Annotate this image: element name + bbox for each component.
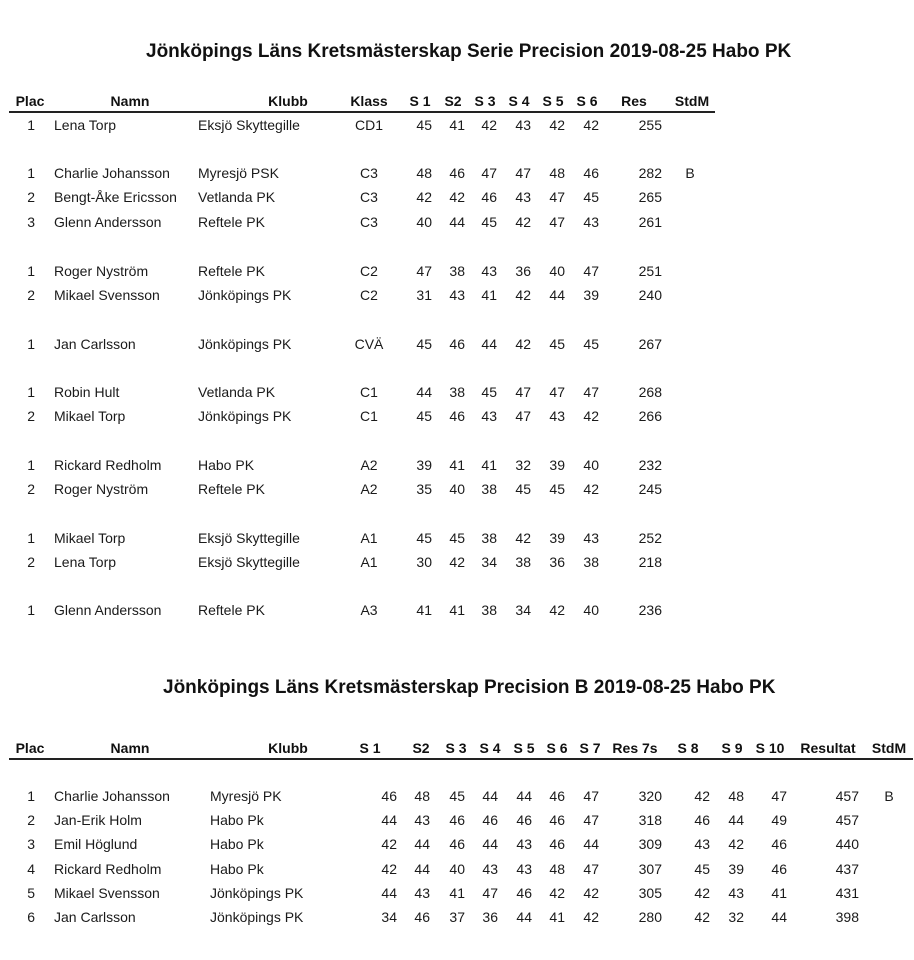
column-header: S 8 xyxy=(677,740,699,756)
cell-score: 46 xyxy=(694,812,710,828)
cell-score: 47 xyxy=(549,214,565,230)
cell-klass: A2 xyxy=(360,457,378,473)
cell-res: 251 xyxy=(638,263,662,279)
cell-score: 40 xyxy=(416,214,432,230)
cell-score: 45 xyxy=(549,336,565,352)
cell-score: 40 xyxy=(549,263,565,279)
cell-res7s: 280 xyxy=(638,909,662,925)
column-header: Res xyxy=(621,93,647,109)
column-header: S 6 xyxy=(576,93,598,109)
cell-plac: 6 xyxy=(27,909,35,925)
cell-score: 44 xyxy=(482,788,498,804)
cell-plac: 2 xyxy=(27,189,35,205)
cell-score: 41 xyxy=(449,117,465,133)
cell-score: 43 xyxy=(549,408,565,424)
cell-score: 41 xyxy=(771,885,787,901)
cell-score: 34 xyxy=(515,602,531,618)
cell-score: 46 xyxy=(516,812,532,828)
column-header: S 4 xyxy=(508,93,530,109)
cell-klubb: Reftele PK xyxy=(198,214,265,230)
cell-score: 40 xyxy=(449,481,465,497)
cell-score: 45 xyxy=(449,788,465,804)
cell-res7s: 309 xyxy=(638,836,662,852)
cell-klubb: Vetlanda PK xyxy=(198,189,276,205)
cell-res: 232 xyxy=(638,457,662,473)
cell-score: 43 xyxy=(481,263,497,279)
column-header: S 3 xyxy=(474,93,496,109)
cell-score: 46 xyxy=(414,909,430,925)
cell-score: 38 xyxy=(515,554,531,570)
column-header: S 7 xyxy=(579,740,601,756)
cell-namn: Lena Torp xyxy=(54,117,117,133)
cell-score: 45 xyxy=(515,481,531,497)
cell-score: 47 xyxy=(583,384,599,400)
cell-namn: Jan-Erik Holm xyxy=(54,812,142,828)
column-header: Klubb xyxy=(268,93,308,109)
cell-klubb: Habo Pk xyxy=(210,812,264,828)
cell-score: 39 xyxy=(549,457,565,473)
cell-namn: Jan Carlsson xyxy=(54,909,136,925)
cell-klass: C2 xyxy=(360,263,378,279)
cell-resultat: 440 xyxy=(835,836,859,852)
cell-stdm: B xyxy=(884,788,894,804)
column-header: S 5 xyxy=(513,740,535,756)
cell-score: 43 xyxy=(583,214,599,230)
cell-score: 44 xyxy=(414,861,430,877)
cell-score: 42 xyxy=(381,836,397,852)
cell-score: 38 xyxy=(449,263,465,279)
column-header: Resultat xyxy=(800,740,856,756)
cell-namn: Mikael Svensson xyxy=(54,287,160,303)
cell-score: 47 xyxy=(583,861,599,877)
cell-score: 47 xyxy=(482,885,498,901)
cell-namn: Glenn Andersson xyxy=(54,602,162,618)
table1-header-rule xyxy=(9,111,715,113)
cell-plac: 2 xyxy=(27,554,35,570)
cell-score: 46 xyxy=(549,836,565,852)
cell-score: 44 xyxy=(481,336,497,352)
cell-score: 42 xyxy=(449,189,465,205)
cell-plac: 1 xyxy=(27,165,35,181)
cell-score: 46 xyxy=(449,336,465,352)
column-header: Klubb xyxy=(268,740,308,756)
cell-score: 46 xyxy=(583,165,599,181)
cell-score: 44 xyxy=(381,812,397,828)
cell-klubb: Jönköpings PK xyxy=(198,408,292,424)
cell-klass: A1 xyxy=(360,530,378,546)
cell-score: 43 xyxy=(414,812,430,828)
cell-score: 47 xyxy=(481,165,497,181)
cell-resultat: 457 xyxy=(835,788,859,804)
cell-klubb: Myresjö PSK xyxy=(198,165,279,181)
cell-score: 38 xyxy=(449,384,465,400)
cell-plac: 5 xyxy=(27,885,35,901)
cell-score: 42 xyxy=(515,287,531,303)
cell-score: 42 xyxy=(694,788,710,804)
cell-score: 42 xyxy=(515,530,531,546)
cell-klubb: Jönköpings PK xyxy=(210,885,304,901)
cell-plac: 2 xyxy=(27,287,35,303)
cell-res7s: 305 xyxy=(638,885,662,901)
cell-score: 43 xyxy=(449,287,465,303)
cell-score: 49 xyxy=(771,812,787,828)
cell-klubb: Reftele PK xyxy=(198,263,265,279)
cell-score: 43 xyxy=(583,530,599,546)
cell-score: 32 xyxy=(728,909,744,925)
cell-score: 41 xyxy=(549,909,565,925)
cell-klubb: Jönköpings PK xyxy=(210,909,304,925)
cell-score: 41 xyxy=(449,602,465,618)
cell-namn: Rickard Redholm xyxy=(54,861,162,877)
cell-stdm: B xyxy=(685,165,695,181)
cell-score: 47 xyxy=(515,408,531,424)
cell-namn: Lena Torp xyxy=(54,554,117,570)
cell-res7s: 320 xyxy=(638,788,662,804)
cell-score: 39 xyxy=(583,287,599,303)
cell-plac: 1 xyxy=(27,384,35,400)
cell-res: 261 xyxy=(638,214,662,230)
cell-score: 45 xyxy=(481,384,497,400)
cell-plac: 2 xyxy=(27,408,35,424)
column-header: Res 7s xyxy=(612,740,658,756)
cell-score: 42 xyxy=(583,885,599,901)
cell-score: 31 xyxy=(416,287,432,303)
cell-plac: 4 xyxy=(27,861,35,877)
cell-score: 43 xyxy=(694,836,710,852)
cell-score: 44 xyxy=(414,836,430,852)
cell-score: 46 xyxy=(449,812,465,828)
cell-score: 45 xyxy=(583,336,599,352)
cell-score: 37 xyxy=(449,909,465,925)
cell-score: 45 xyxy=(694,861,710,877)
cell-score: 44 xyxy=(381,885,397,901)
column-header: S 1 xyxy=(359,740,381,756)
cell-score: 46 xyxy=(549,812,565,828)
cell-klass: CVÄ xyxy=(354,336,384,352)
cell-score: 42 xyxy=(449,554,465,570)
cell-namn: Mikael Torp xyxy=(54,408,126,424)
cell-score: 47 xyxy=(583,812,599,828)
cell-score: 36 xyxy=(549,554,565,570)
cell-score: 41 xyxy=(481,457,497,473)
cell-klubb: Jönköpings PK xyxy=(198,336,292,352)
cell-res: 245 xyxy=(638,481,662,497)
cell-score: 48 xyxy=(549,165,565,181)
cell-score: 44 xyxy=(516,909,532,925)
cell-klass: C2 xyxy=(360,287,378,303)
column-header: Plac xyxy=(15,740,45,756)
cell-klubb: Reftele PK xyxy=(198,602,265,618)
cell-score: 46 xyxy=(482,812,498,828)
cell-score: 35 xyxy=(416,481,432,497)
cell-klass: C3 xyxy=(360,165,378,181)
cell-namn: Mikael Torp xyxy=(54,530,126,546)
cell-score: 46 xyxy=(449,408,465,424)
cell-klubb: Eksjö Skyttegille xyxy=(198,117,300,133)
cell-score: 45 xyxy=(549,481,565,497)
cell-klubb: Myresjö PK xyxy=(210,788,282,804)
cell-score: 45 xyxy=(583,189,599,205)
cell-res: 282 xyxy=(638,165,662,181)
cell-score: 42 xyxy=(381,861,397,877)
cell-klubb: Habo Pk xyxy=(210,861,264,877)
cell-score: 46 xyxy=(481,189,497,205)
cell-res: 255 xyxy=(638,117,662,133)
cell-plac: 1 xyxy=(27,530,35,546)
cell-score: 43 xyxy=(516,836,532,852)
cell-namn: Rickard Redholm xyxy=(54,457,162,473)
cell-klass: A3 xyxy=(360,602,378,618)
cell-score: 43 xyxy=(481,408,497,424)
cell-plac: 3 xyxy=(27,214,35,230)
column-header: StdM xyxy=(674,93,710,109)
cell-klass: CD1 xyxy=(354,117,384,133)
cell-namn: Roger Nyström xyxy=(54,481,149,497)
cell-score: 44 xyxy=(482,836,498,852)
cell-namn: Robin Hult xyxy=(54,384,120,400)
cell-klass: C3 xyxy=(360,189,378,205)
cell-score: 42 xyxy=(549,885,565,901)
cell-resultat: 431 xyxy=(835,885,859,901)
table1-title: Jönköpings Läns Kretsmästerskap Serie Precision 2019-08-25 Habo PK xyxy=(146,41,792,62)
cell-plac: 1 xyxy=(27,117,35,133)
cell-score: 36 xyxy=(482,909,498,925)
cell-score: 38 xyxy=(481,481,497,497)
cell-namn: Emil Höglund xyxy=(54,836,138,852)
cell-score: 46 xyxy=(449,836,465,852)
cell-klass: C3 xyxy=(360,214,378,230)
cell-score: 38 xyxy=(583,554,599,570)
cell-score: 41 xyxy=(416,602,432,618)
cell-klass: C1 xyxy=(360,408,378,424)
cell-score: 42 xyxy=(549,117,565,133)
cell-klubb: Habo PK xyxy=(198,457,255,473)
cell-klass: C1 xyxy=(360,384,378,400)
cell-score: 42 xyxy=(694,909,710,925)
cell-res: 218 xyxy=(638,554,662,570)
cell-score: 43 xyxy=(482,861,498,877)
cell-score: 43 xyxy=(515,189,531,205)
table2-title: Jönköpings Läns Kretsmästerskap Precision B 2019-08-25 Habo PK xyxy=(163,677,776,698)
cell-resultat: 437 xyxy=(835,861,859,877)
column-header: Namn xyxy=(110,93,150,109)
cell-plac: 3 xyxy=(27,836,35,852)
cell-score: 43 xyxy=(516,861,532,877)
cell-score: 41 xyxy=(449,457,465,473)
cell-score: 45 xyxy=(416,336,432,352)
cell-namn: Jan Carlsson xyxy=(54,336,136,352)
cell-score: 44 xyxy=(516,788,532,804)
cell-score: 44 xyxy=(416,384,432,400)
cell-score: 44 xyxy=(549,287,565,303)
cell-res7s: 307 xyxy=(638,861,662,877)
cell-score: 44 xyxy=(771,909,787,925)
cell-resultat: 398 xyxy=(835,909,859,925)
cell-score: 46 xyxy=(449,165,465,181)
cell-score: 41 xyxy=(449,885,465,901)
cell-score: 32 xyxy=(515,457,531,473)
cell-namn: Bengt-Åke Ericsson xyxy=(54,189,177,205)
cell-plac: 1 xyxy=(27,457,35,473)
cell-score: 40 xyxy=(449,861,465,877)
cell-score: 47 xyxy=(416,263,432,279)
cell-score: 46 xyxy=(381,788,397,804)
cell-klubb: Eksjö Skyttegille xyxy=(198,554,300,570)
cell-score: 46 xyxy=(771,861,787,877)
cell-namn: Mikael Svensson xyxy=(54,885,160,901)
cell-score: 34 xyxy=(481,554,497,570)
cell-score: 43 xyxy=(728,885,744,901)
cell-res: 252 xyxy=(638,530,662,546)
cell-score: 46 xyxy=(516,885,532,901)
cell-namn: Charlie Johansson xyxy=(54,788,170,804)
cell-res: 268 xyxy=(638,384,662,400)
cell-score: 42 xyxy=(416,189,432,205)
cell-score: 47 xyxy=(549,189,565,205)
cell-res: 267 xyxy=(638,336,662,352)
cell-score: 40 xyxy=(583,602,599,618)
cell-plac: 1 xyxy=(27,788,35,804)
column-header: Namn xyxy=(110,740,150,756)
cell-res: 265 xyxy=(638,189,662,205)
cell-score: 42 xyxy=(515,214,531,230)
cell-res7s: 318 xyxy=(638,812,662,828)
cell-score: 43 xyxy=(414,885,430,901)
cell-score: 46 xyxy=(549,788,565,804)
cell-klass: A2 xyxy=(360,481,378,497)
cell-score: 42 xyxy=(728,836,744,852)
column-header: S2 xyxy=(412,740,430,756)
table2-header-rule xyxy=(9,758,913,760)
cell-score: 45 xyxy=(416,117,432,133)
cell-score: 47 xyxy=(515,165,531,181)
cell-score: 43 xyxy=(515,117,531,133)
cell-score: 39 xyxy=(728,861,744,877)
column-header: S 1 xyxy=(409,93,431,109)
cell-score: 42 xyxy=(583,408,599,424)
cell-score: 34 xyxy=(381,909,397,925)
cell-score: 42 xyxy=(515,336,531,352)
cell-score: 42 xyxy=(583,909,599,925)
cell-klass: A1 xyxy=(360,554,378,570)
cell-plac: 1 xyxy=(27,263,35,279)
cell-score: 48 xyxy=(414,788,430,804)
cell-score: 45 xyxy=(481,214,497,230)
column-header: S 5 xyxy=(542,93,564,109)
column-header: Plac xyxy=(15,93,45,109)
cell-plac: 1 xyxy=(27,602,35,618)
cell-klubb: Jönköpings PK xyxy=(198,287,292,303)
cell-score: 45 xyxy=(416,530,432,546)
cell-plac: 1 xyxy=(27,336,35,352)
cell-score: 36 xyxy=(515,263,531,279)
cell-score: 45 xyxy=(449,530,465,546)
cell-klubb: Reftele PK xyxy=(198,481,265,497)
cell-score: 44 xyxy=(728,812,744,828)
cell-score: 42 xyxy=(549,602,565,618)
cell-plac: 2 xyxy=(27,481,35,497)
column-header: S 6 xyxy=(546,740,568,756)
cell-score: 42 xyxy=(583,117,599,133)
cell-score: 38 xyxy=(481,602,497,618)
cell-score: 38 xyxy=(481,530,497,546)
cell-score: 47 xyxy=(583,263,599,279)
cell-namn: Glenn Andersson xyxy=(54,214,162,230)
cell-klubb: Vetlanda PK xyxy=(198,384,276,400)
cell-res: 236 xyxy=(638,602,662,618)
cell-score: 44 xyxy=(449,214,465,230)
column-header: S 3 xyxy=(445,740,467,756)
cell-score: 44 xyxy=(583,836,599,852)
column-header: S 10 xyxy=(755,740,785,756)
column-header: StdM xyxy=(871,740,907,756)
cell-score: 40 xyxy=(583,457,599,473)
cell-score: 45 xyxy=(416,408,432,424)
cell-score: 48 xyxy=(728,788,744,804)
column-header: S 9 xyxy=(721,740,743,756)
column-header: S2 xyxy=(444,93,462,109)
column-header: S 4 xyxy=(479,740,501,756)
cell-res: 240 xyxy=(638,287,662,303)
cell-score: 39 xyxy=(549,530,565,546)
cell-score: 47 xyxy=(515,384,531,400)
cell-score: 47 xyxy=(583,788,599,804)
cell-score: 39 xyxy=(416,457,432,473)
column-header: Klass xyxy=(350,93,388,109)
cell-score: 46 xyxy=(771,836,787,852)
cell-score: 42 xyxy=(481,117,497,133)
cell-plac: 2 xyxy=(27,812,35,828)
cell-score: 42 xyxy=(694,885,710,901)
cell-namn: Roger Nyström xyxy=(54,263,149,279)
cell-klubb: Habo Pk xyxy=(210,836,264,852)
cell-klubb: Eksjö Skyttegille xyxy=(198,530,300,546)
cell-res: 266 xyxy=(638,408,662,424)
cell-score: 47 xyxy=(549,384,565,400)
cell-namn: Charlie Johansson xyxy=(54,165,170,181)
cell-score: 48 xyxy=(416,165,432,181)
cell-score: 47 xyxy=(771,788,787,804)
cell-score: 41 xyxy=(481,287,497,303)
cell-resultat: 457 xyxy=(835,812,859,828)
cell-score: 30 xyxy=(416,554,432,570)
cell-score: 48 xyxy=(549,861,565,877)
cell-score: 42 xyxy=(583,481,599,497)
